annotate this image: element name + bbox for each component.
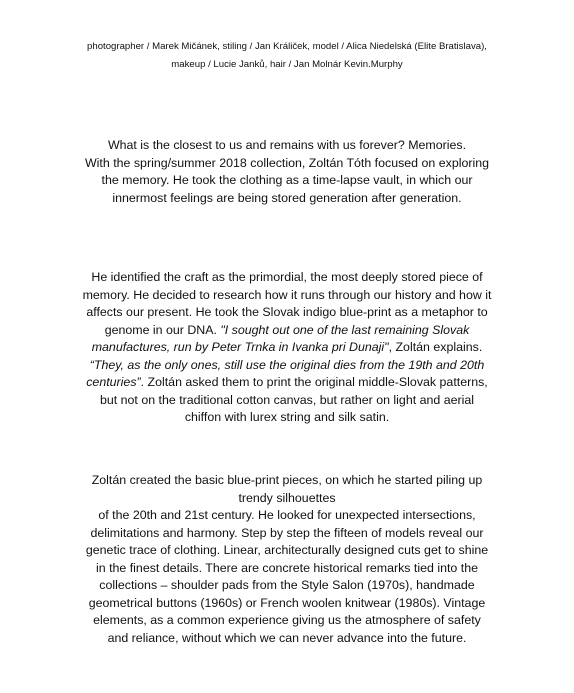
- paragraph-line: chiffon with lurex string and silk satin.: [184, 410, 390, 424]
- paragraph-line: the memory. He took the clothing as a time-lapse vault, in which our: [101, 173, 473, 187]
- paragraph-line: [50, 322, 524, 340]
- paragraph-line: What is the closest to us and remains with us forever? Memories.: [107, 138, 467, 152]
- craft-paragraph: [50, 269, 524, 427]
- paragraph-text: genome in our DNA.: [104, 322, 221, 337]
- paragraph-line: Zoltán created the basic blue-print pieces, on which he started piling up: [91, 473, 483, 487]
- paragraph-line: geometrical buttons (1960s) or French woolen knitwear (1980s). Vintage: [88, 595, 486, 610]
- paragraph-text: , Zoltán explains.: [388, 340, 483, 354]
- paragraph-line: innermost feelings are being stored generation after generation.: [112, 190, 462, 205]
- paragraph-line: [50, 374, 524, 392]
- quote-text: manufactures, run by Peter Trnka in Ivanka pri Dunaji": [91, 340, 389, 354]
- paragraph-line: genetic trace of clothing. Linear, architecturally designed cuts get to shine: [85, 543, 489, 557]
- paragraph-line: collections – shoulder pads from the Style Salon (1970s), handmade: [99, 578, 475, 592]
- credits-line-2: makeup / Lucie Janků, hair / Jan Molnár Kevin.Murphy: [171, 59, 403, 70]
- paragraph-line: of the 20th and 21st century. He looked for unexpected intersections,: [98, 508, 476, 522]
- paragraph-line: [50, 357, 524, 375]
- paragraph-line: delimitations and harmony. Step by step the fifteen of models reveal our: [90, 525, 484, 540]
- paragraph-line: [50, 339, 524, 357]
- paragraph-line: elements, as a common experience giving us the atmosphere of safety: [93, 613, 481, 627]
- quote-text: centuries”: [86, 375, 141, 389]
- paragraph-line: affects our present. He took the Slovak indigo blue-print as a metaphor to: [86, 305, 488, 319]
- paragraph-line: He identified the craft as the primordial, the most deeply stored piece of: [91, 270, 483, 284]
- collection-paragraph: [50, 472, 524, 647]
- paragraph-line: in the finest details. There are concrete historical remarks tied into the: [95, 560, 478, 575]
- paragraph-line: trendy silhouettes: [238, 490, 336, 505]
- paragraph-line: but not on the traditional cotton canvas, but rather on light and aerial: [99, 392, 475, 407]
- paragraph-line: With the spring/summer 2018 collection, Zoltán Tóth focused on exploring: [84, 155, 490, 170]
- photo-credits: [0, 38, 574, 74]
- intro-paragraph: [50, 137, 524, 207]
- paragraph-text: . Zoltán asked them to print the original middle-Slovak patterns,: [140, 375, 488, 389]
- quote-text: “They, as the only ones, still use the original dies from the 19th and 20th: [89, 357, 485, 372]
- paragraph-line: and reliance, without which we can never advance into the future.: [107, 630, 467, 645]
- paragraph-line: memory. He decided to research how it runs through our history and how it: [82, 287, 492, 302]
- quote-text: "I sought out one of the last remaining Slovak: [220, 322, 470, 337]
- credits-line-1: photographer / Marek Mičánek, stiling / Jan Králiček, model / Alica Niedelská (Elite Bratislava),: [87, 41, 487, 52]
